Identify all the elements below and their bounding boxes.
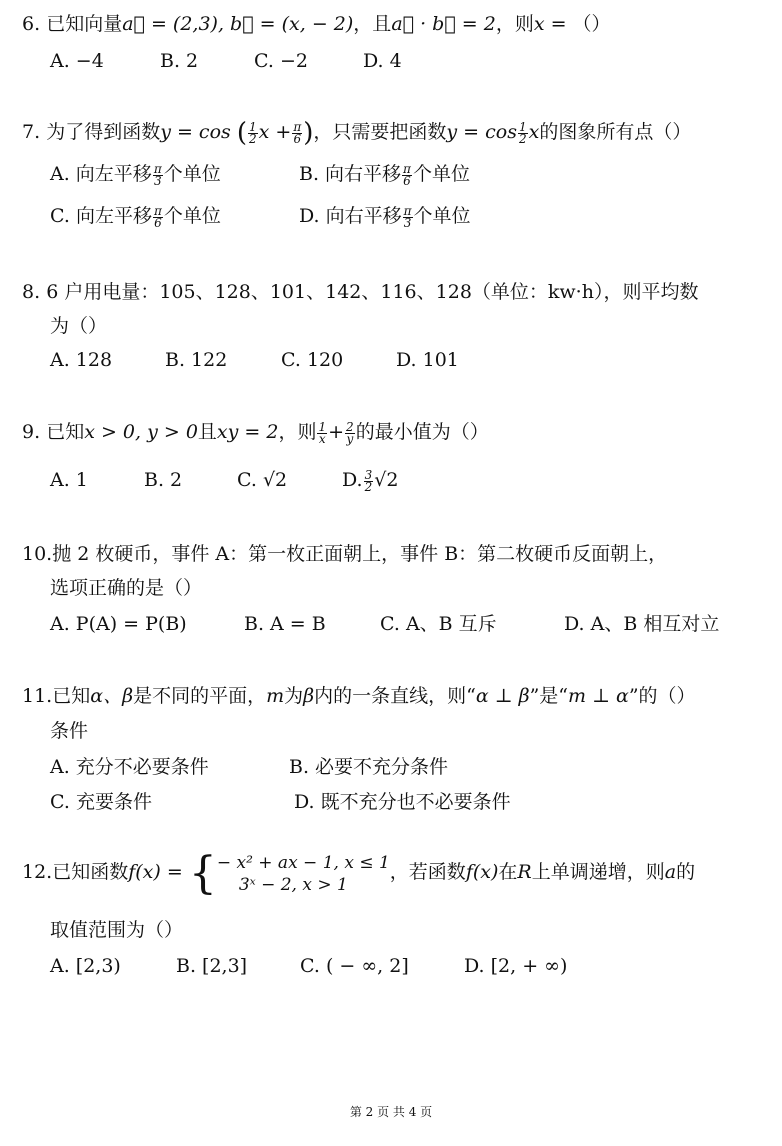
option-d: D. $\frac{3}{2}$ √2 — [342, 467, 399, 494]
case-2: 3ˣ − 2, x > 1 — [238, 874, 348, 895]
option-a: A. 128 — [50, 349, 113, 371]
stem-text: 抛 2 枚硬币，事件 A：第一枚正面朝上，事件 B：第二枚硬币反面朝上， — [52, 543, 668, 565]
stem-line-2: 条件 — [50, 720, 89, 742]
stem-text: 已知函数 — [52, 861, 129, 883]
question-9-stem — [22, 420, 489, 445]
math-expr: m ⊥ α — [568, 685, 629, 707]
question-number: 9. — [22, 421, 41, 443]
stem-text: ，若函数 — [389, 861, 466, 883]
stem-text: 内的一条直线，则“ — [314, 685, 476, 707]
math-expr: f(x) = — [128, 861, 183, 883]
stem-text: 已知向量 — [46, 13, 123, 35]
option-a: A. 1 — [50, 469, 88, 491]
stem-text: ，则 — [278, 421, 317, 443]
plus-sign: + — [328, 421, 345, 443]
math-expr: y = cos — [160, 121, 231, 143]
stem-text: 在 — [498, 861, 518, 883]
option-c: C. 向左平移 $\frac{\pi}{6}$ 个单位 — [50, 203, 221, 230]
question-number: 8. — [22, 281, 41, 303]
math-expr: β — [303, 685, 315, 707]
option-a: A. 向左平移 $\frac{\pi}{3}$ 个单位 — [50, 161, 221, 188]
stem-line-2: 为（） — [50, 315, 108, 337]
question-number: 7. — [22, 121, 41, 143]
stem-text: ”是“ — [529, 685, 569, 707]
option-c: C. 120 — [281, 349, 344, 371]
fraction: $\frac{1}{x}$ — [318, 419, 327, 446]
stem-line-2: 选项正确的是（） — [50, 577, 203, 599]
page-footer: 第 2 页 共 4 页 — [349, 1105, 433, 1119]
stem-text: 的最小值为（） — [355, 421, 489, 443]
stem-text: ，且 — [353, 13, 392, 35]
math-expr: xy = 2 — [216, 421, 279, 443]
option-d: D. 向右平移 $\frac{\pi}{3}$ 个单位 — [299, 203, 471, 230]
stem-text: 为 — [284, 685, 304, 707]
math-expr: x — [528, 121, 540, 143]
option-d: D. A、B 相互对立 — [564, 613, 720, 635]
stem-text: 上单调递增，则 — [531, 861, 665, 883]
math-expr: a⃗ · b⃗ = 2 — [391, 13, 496, 35]
stem-text: 的 — [676, 861, 696, 883]
fraction: $\frac{1}{2}$ — [248, 119, 257, 146]
math-expr: x + — [258, 121, 292, 143]
piecewise-function: { − x² + ax − 1, x ≤ 1 3ˣ − 2, x > 1 — [188, 847, 390, 899]
math-expr: a — [664, 861, 677, 883]
question-12-stem — [22, 847, 696, 899]
math-expr: f(x) — [465, 861, 499, 883]
stem-text: ，则 — [495, 13, 534, 35]
fraction: $\frac{\pi}{6}$ — [293, 119, 302, 146]
stem-text: = （） — [544, 13, 611, 35]
option-a: A. P(A) = P(B) — [50, 613, 187, 635]
option-a: A. −4 — [50, 50, 104, 72]
stem-text: 为了得到函数 — [46, 121, 161, 143]
math-expr: R — [517, 861, 532, 883]
left-paren: ( — [236, 118, 247, 148]
option-a: A. [2,3) — [50, 955, 121, 977]
option-c: C. ( − ∞, 2] — [300, 955, 409, 977]
question-number: 6. — [22, 13, 41, 35]
option-b: B. A = B — [244, 613, 326, 635]
option-c: C. √2 — [237, 469, 288, 491]
case-1: − x² + ax − 1, x ≤ 1 — [216, 852, 390, 873]
question-number: 10. — [22, 543, 53, 565]
math-expr: m — [266, 685, 285, 707]
option-d: D. 101 — [396, 349, 459, 371]
stem-text: ，只需要把函数 — [313, 121, 447, 143]
stem-text: 6 户用电量：105、128、101、142、116、128（单位：kw·h），则平均数 — [46, 281, 699, 303]
stem-text: ”的（） — [628, 685, 696, 707]
stem-text: 的图象所有点（） — [539, 121, 692, 143]
option-a: A. 充分不必要条件 — [50, 756, 209, 778]
right-paren: ) — [303, 118, 314, 148]
question-7-stem — [22, 118, 692, 148]
question-8-stem — [22, 280, 698, 304]
option-c: C. A、B 互斥 — [380, 613, 497, 635]
math-expr: x > 0, y > 0 — [84, 421, 198, 443]
fraction: $\frac{2}{y}$ — [346, 419, 354, 446]
stem-text: 已知 — [46, 421, 85, 443]
math-expr: x — [533, 13, 545, 35]
option-b: B. 必要不充分条件 — [289, 756, 449, 778]
option-b: B. [2,3] — [176, 955, 248, 977]
option-b: B. 2 — [144, 469, 183, 491]
question-number: 11. — [22, 685, 53, 707]
option-b: B. 向右平移 $\frac{\pi}{6}$ 个单位 — [299, 161, 470, 188]
math-expr: α ⊥ β — [475, 685, 530, 707]
stem-text: 且 — [197, 421, 217, 443]
option-b: B. 122 — [165, 349, 228, 371]
stem-text: 已知 — [52, 685, 91, 707]
option-d: D. 既不充分也不必要条件 — [294, 791, 511, 813]
math-expr: a⃗ = (2,3), b⃗ = (x, − 2) — [122, 13, 354, 35]
question-number: 12. — [22, 861, 53, 883]
option-d: D. [2, + ∞) — [464, 955, 568, 977]
math-expr: α、β — [90, 685, 134, 707]
stem-text: 是不同的平面， — [133, 685, 267, 707]
option-c: C. −2 — [254, 50, 308, 72]
option-c: C. 充要条件 — [50, 791, 152, 813]
question-10-stem — [22, 542, 667, 566]
option-b: B. 2 — [160, 50, 199, 72]
question-11-stem — [22, 684, 696, 708]
option-d: D. 4 — [363, 50, 402, 72]
question-6-stem — [22, 12, 611, 36]
math-expr: y = cos — [446, 121, 517, 143]
fraction: $\frac{1}{2}$ — [518, 119, 527, 146]
stem-line-2: 取值范围为（） — [50, 919, 184, 941]
